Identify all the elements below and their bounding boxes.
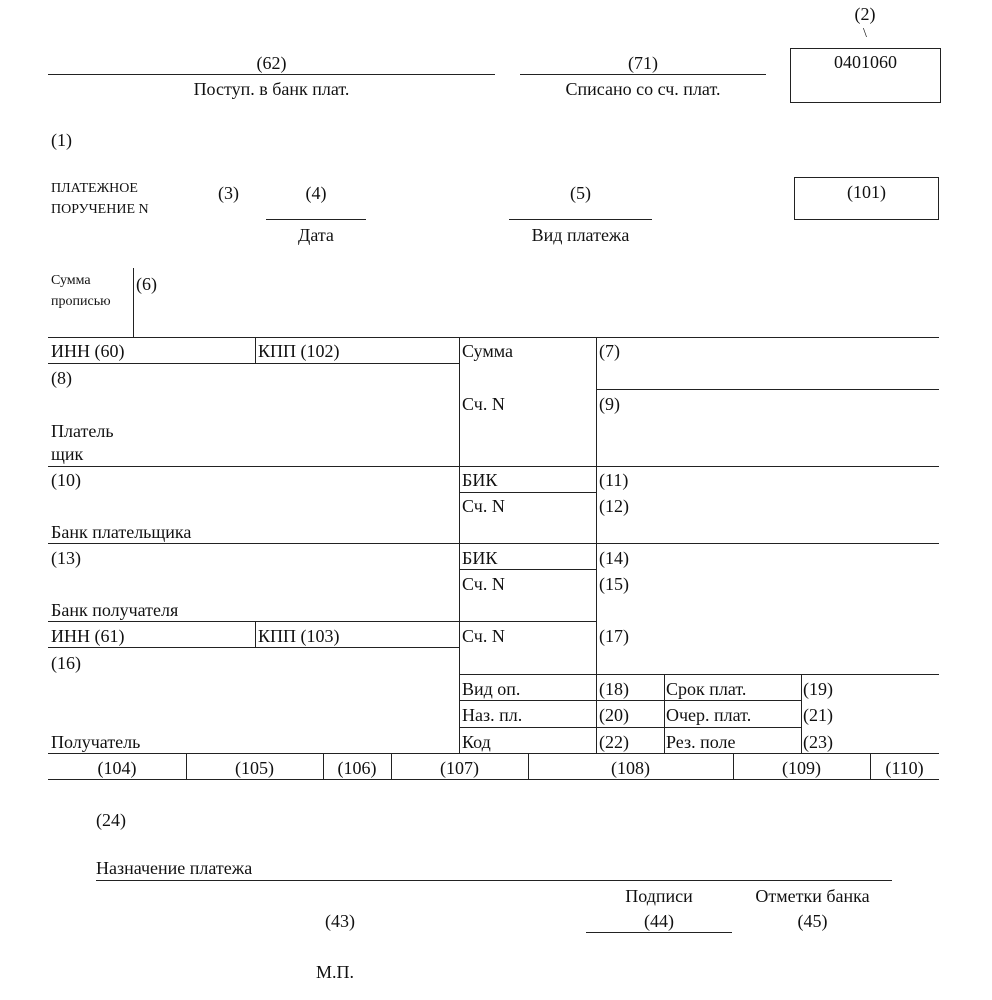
field-45: (45) [797,911,828,931]
field-21: (21) [803,705,833,725]
payer-bik-bottom-line [460,492,596,493]
field-17: (17) [599,626,629,646]
tax-field-108: (108) [611,758,650,778]
field-8: (8) [51,368,72,388]
signatures-label: Подписи [625,886,693,906]
tax-field-107: (107) [440,758,479,778]
payee-bank-acct-label: Сч. N [462,574,505,594]
payee-acct-bottom-line [460,674,939,675]
field-4: (4) [305,183,327,203]
payee-bank-label: Банк получателя [51,600,179,620]
payer-bank-bottom-line [48,543,939,544]
payer-bottom-line [48,466,939,467]
reserve-label: Рез. поле [666,732,736,752]
payment-type-line [509,219,652,220]
field-19: (19) [803,679,833,699]
payer-inn: ИНН (60) [51,341,125,361]
op-type-label: Вид оп. [462,679,521,699]
field-13: (13) [51,548,81,568]
field-7: (7) [599,341,620,361]
field-10: (10) [51,470,81,490]
purpose-label: Назначение платежа [96,858,253,878]
sum-bottom-line [596,389,939,390]
grid-top-line [48,337,939,338]
order-title-line2: ПОРУЧЕНИЕ N [51,202,149,217]
field-5: (5) [570,183,591,203]
payer-label-line1: Платель [51,421,114,441]
payee-acct-label: Сч. N [462,626,505,646]
payer-bank-bik-label: БИК [462,470,498,490]
field-2-label: (2) [854,4,876,24]
bank-marks-label: Отметки банка [755,886,870,906]
term-column-right-divider [801,674,802,753]
op-row-bottom-line [460,700,801,701]
payer-kpp: КПП (102) [258,341,340,361]
payee-bank-bottom-line [48,621,596,622]
debited-label: Списано со сч. плат. [565,79,721,99]
field-43: (43) [325,911,355,931]
field-6: (6) [136,274,157,294]
sum-words-divider [133,268,134,338]
purpose-row-bottom-line [460,727,801,728]
middle-column-divider [459,337,460,753]
field-14: (14) [599,548,629,568]
payee-bik-bottom-line [460,569,596,570]
payee-section-bottom-line [48,753,939,754]
field-22: (22) [599,732,629,752]
tax-field-105: (105) [235,758,274,778]
field-101: (101) [847,182,886,202]
received-label: Поступ. в банк плат. [193,79,350,99]
field-9: (9) [599,394,620,414]
date-line [266,219,366,220]
payee-label: Получатель [51,732,141,752]
payer-acct-label: Сч. N [462,394,505,414]
stamp-label: М.П. [316,962,355,982]
field-24: (24) [96,810,126,830]
tax-field-104: (104) [97,758,137,778]
received-date-line [48,74,495,75]
term-label: Срок плат. [666,679,747,699]
payee-kpp: КПП (103) [258,626,340,646]
order-title-line1: ПЛАТЕЖНОЕ [51,181,138,196]
field-44: (44) [644,911,674,931]
field-20: (20) [599,705,629,725]
code-label: Код [462,732,491,752]
field-62: (62) [256,53,287,73]
field-2-tick: \ [863,26,867,41]
purpose-bottom-line [96,880,892,881]
field-1: (1) [51,130,72,150]
field-3: (3) [218,183,239,203]
term-column-left-divider [664,674,665,753]
form-code: 0401060 [834,52,897,72]
payee-inn-kpp-divider [255,621,256,647]
tax-field-109: (109) [782,758,821,778]
field-23: (23) [803,732,833,752]
sum-words-label-line2: прописью [51,294,111,309]
payer-inn-kpp-divider [255,337,256,363]
purpose-code-label: Наз. пл. [462,705,523,725]
tax-field-106: (106) [337,758,377,778]
signature-line [586,932,732,933]
payer-bank-acct-label: Сч. N [462,496,505,516]
payer-bank-label: Банк плательщика [51,522,192,542]
field-15: (15) [599,574,629,594]
sum-label: Сумма [462,341,513,361]
payee-inn: ИНН (61) [51,626,125,646]
payer-inn-bottom-line [48,363,460,364]
payee-bank-bik-label: БИК [462,548,498,568]
payment-type-label: Вид платежа [531,225,630,245]
field-18: (18) [599,679,629,699]
payee-inn-bottom-line [48,647,460,648]
field-12: (12) [599,496,629,516]
payer-label-line2: щик [51,444,84,464]
date-label: Дата [298,225,334,245]
tax-row-bottom-line [48,779,939,780]
field-71: (71) [628,53,658,73]
sum-words-label-line1: Сумма [51,273,91,288]
debited-date-line [520,74,766,75]
field-11: (11) [599,470,629,490]
tax-field-110: (110) [885,758,924,778]
order-label: Очер. плат. [666,705,752,725]
right-column-divider [596,337,597,753]
field-16: (16) [51,653,81,673]
